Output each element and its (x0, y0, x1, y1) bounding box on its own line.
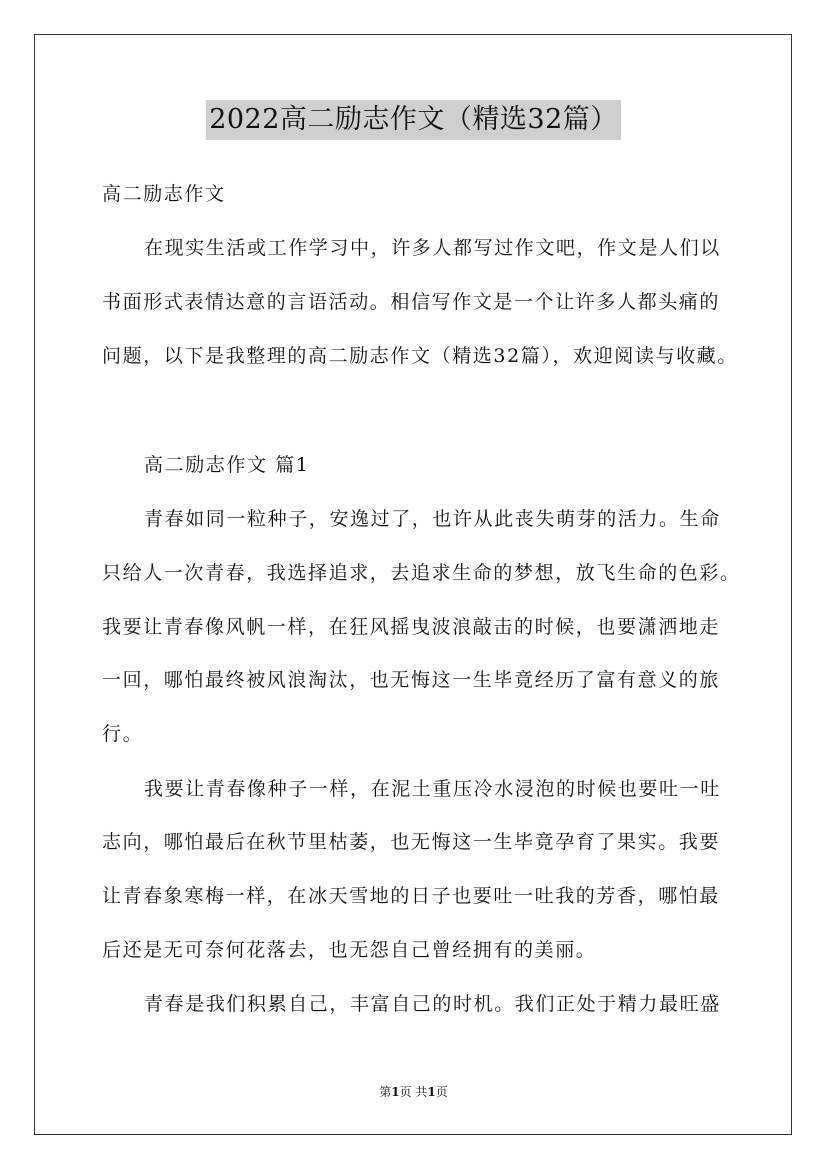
footer-total-suffix: 页 (435, 1085, 448, 1099)
intro-line: 在现实生活或工作学习中，许多人都写过作文吧，作文是人们以 (144, 237, 721, 259)
footer-total-number: 1 (427, 1085, 436, 1099)
title-block (0, 100, 827, 140)
intro-line: 问题，以下是我整理的高二励志作文（精选32篇），欢迎阅读与收藏。 (102, 345, 738, 367)
body-line: 我要让青春像风帆一样，在狂风摇曳波浪敲击的时候，也要潇洒地走 (102, 616, 721, 638)
document-title: 2022高二励志作文（精选32篇） (206, 100, 621, 140)
footer-page-prefix: 第 (379, 1085, 392, 1099)
body-line: 青春如同一粒种子，安逸过了，也许从此丧失萌芽的活力。生命 (144, 508, 721, 530)
page-footer (0, 1083, 827, 1101)
footer-total-prefix: 共 (415, 1085, 428, 1099)
body-line: 只给人一次青春，我选择追求，去追求生命的梦想，放飞生命的色彩。 (102, 562, 741, 584)
intro-line: 书面形式表情达意的言语活动。相信写作文是一个让许多人都头痛的 (102, 291, 721, 313)
subheading: 高二励志作文 (102, 183, 226, 205)
footer-page-suffix: 页 (399, 1085, 412, 1099)
footer-page-number: 1 (391, 1085, 400, 1099)
body-line: 青春是我们积累自己，丰富自己的时机。我们正处于精力最旺盛 (144, 993, 721, 1015)
body-line: 志向，哪怕最后在秋节里枯萎，也无悔这一生毕竟孕育了果实。我要 (102, 831, 721, 853)
body-line: 后还是无可奈何花落去，也无怨自己曾经拥有的美丽。 (102, 939, 597, 961)
body-line: 行。 (102, 723, 144, 745)
body-line: 让青春象寒梅一样，在冰天雪地的日子也要吐一吐我的芳香，哪怕最 (102, 885, 721, 907)
body-line: 一回，哪怕最终被风浪淘汰，也无悔这一生毕竟经历了富有意义的旅 (102, 669, 721, 691)
body-line: 我要让青春像种子一样，在泥土重压冷水浸泡的时候也要吐一吐 (144, 778, 721, 800)
section-heading: 高二励志作文 篇1 (144, 454, 310, 476)
